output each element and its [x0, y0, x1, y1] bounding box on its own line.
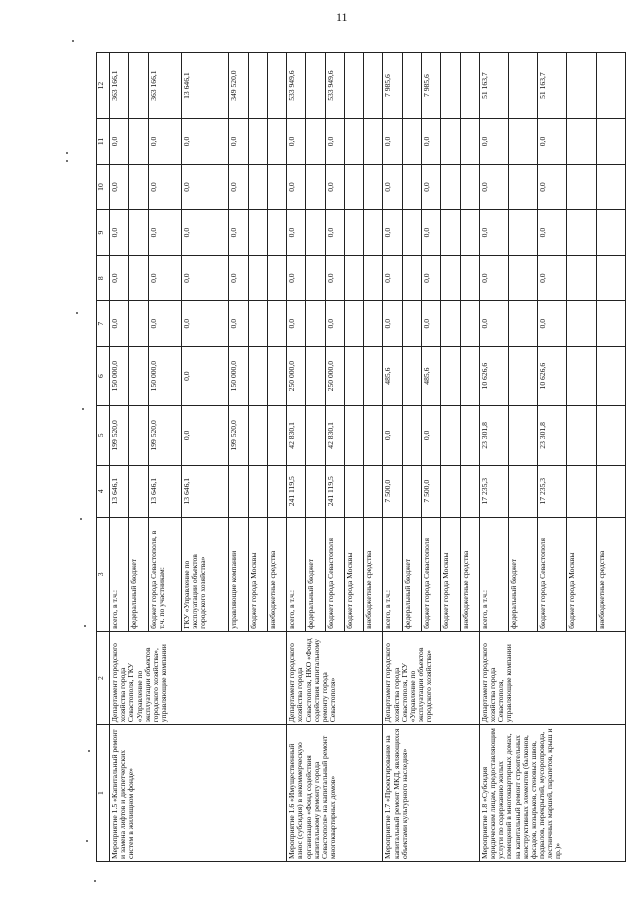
value-cell	[344, 53, 363, 119]
value-cell: 51 163,7	[479, 53, 508, 119]
value-cell: 0,0	[229, 164, 248, 210]
value-cell: 0,0	[287, 255, 306, 301]
value-cell: 0,0	[422, 406, 441, 465]
value-cell	[567, 255, 596, 301]
value-cell: 150 000,0	[110, 347, 129, 406]
value-cell: 199 520,0	[110, 406, 129, 465]
value-cell	[129, 210, 148, 256]
value-cell: 0,0	[422, 210, 441, 256]
value-cell	[509, 301, 538, 347]
header-cell: 6	[97, 347, 110, 406]
value-cell	[229, 465, 248, 517]
value-cell: 0,0	[325, 164, 344, 210]
value-cell: 7 500,0	[383, 465, 402, 517]
value-cell	[509, 164, 538, 210]
value-cell	[306, 406, 325, 465]
value-cell	[460, 53, 479, 119]
value-cell	[402, 164, 421, 210]
value-cell: 0,0	[383, 406, 402, 465]
rotated-table-wrapper	[96, 52, 626, 862]
source-cell: управляющие компании	[229, 517, 248, 631]
value-cell	[402, 119, 421, 165]
value-cell	[248, 164, 267, 210]
source-cell: бюджет города Москвы	[344, 517, 363, 631]
value-cell	[306, 210, 325, 256]
value-cell	[567, 406, 596, 465]
value-cell: 0,0	[287, 119, 306, 165]
value-cell	[402, 210, 421, 256]
value-cell	[344, 119, 363, 165]
value-cell: 0,0	[148, 164, 181, 210]
source-cell: бюджет города Москвы	[441, 517, 460, 631]
value-cell: 0,0	[325, 255, 344, 301]
value-cell: 0,0	[287, 301, 306, 347]
value-cell	[596, 164, 625, 210]
value-cell: 0,0	[148, 210, 181, 256]
value-cell: 241 119,5	[325, 465, 344, 517]
value-cell: 0,0	[538, 255, 567, 301]
value-cell	[596, 255, 625, 301]
table-row	[110, 53, 129, 862]
scan-speck	[66, 160, 68, 162]
source-cell: внебюджетные средства	[596, 517, 625, 631]
value-cell	[596, 119, 625, 165]
value-cell: 0,0	[110, 301, 129, 347]
value-cell: 0,0	[148, 255, 181, 301]
value-cell	[567, 210, 596, 256]
value-cell: 363 166,1	[148, 53, 181, 119]
value-cell	[306, 53, 325, 119]
scan-speck	[86, 840, 88, 842]
value-cell: 0,0	[383, 255, 402, 301]
table-row	[383, 53, 402, 862]
value-cell	[509, 119, 538, 165]
value-cell: 0,0	[148, 301, 181, 347]
value-cell	[509, 53, 538, 119]
value-cell: 241 119,5	[287, 465, 306, 517]
scan-speck	[66, 152, 68, 154]
value-cell: 0,0	[479, 255, 508, 301]
source-cell: бюджет города Севастополя	[422, 517, 441, 631]
scan-speck	[76, 312, 78, 314]
value-cell: 23 301,8	[538, 406, 567, 465]
value-cell	[509, 465, 538, 517]
value-cell: 0,0	[422, 301, 441, 347]
value-cell: 485,6	[422, 347, 441, 406]
value-cell: 250 000,0	[325, 347, 344, 406]
value-cell	[509, 210, 538, 256]
value-cell: 17 235,3	[479, 465, 508, 517]
value-cell: 485,6	[383, 347, 402, 406]
value-cell: 363 166,1	[110, 53, 129, 119]
value-cell	[306, 164, 325, 210]
value-cell: 0,0	[148, 119, 181, 165]
value-cell: 0,0	[181, 406, 228, 465]
value-cell	[567, 164, 596, 210]
page-number: 11	[336, 10, 348, 24]
value-cell	[267, 164, 286, 210]
source-cell: федеральный бюджет	[129, 517, 148, 631]
header-cell: 8	[97, 255, 110, 301]
value-cell	[402, 465, 421, 517]
value-cell	[344, 210, 363, 256]
value-cell	[364, 119, 383, 165]
value-cell	[441, 465, 460, 517]
value-cell: 0,0	[383, 119, 402, 165]
value-cell	[364, 210, 383, 256]
value-cell: 0,0	[229, 255, 248, 301]
value-cell: 0,0	[325, 119, 344, 165]
value-cell: 0,0	[229, 301, 248, 347]
measure-cell: Мероприятие 1.8 «Субсидия юридическим лицам, предоставляющим услуги по содержанию жилых помещений в многоквартирных домах, на капитальный ремонт строительных конструктивных элементов (балконов, фасадов, козырьков, стеновых швов, подвалов, перекрытий, мусоропровода, лестничных маршей, парапетов, крыш и пр.)»	[479, 725, 625, 862]
value-cell	[460, 347, 479, 406]
value-cell	[267, 119, 286, 165]
value-cell	[248, 465, 267, 517]
value-cell: 10 626,6	[538, 347, 567, 406]
value-cell	[402, 406, 421, 465]
value-cell	[129, 465, 148, 517]
value-cell	[567, 347, 596, 406]
scan-speck	[82, 408, 84, 410]
header-cell: 2	[97, 631, 110, 724]
value-cell: 0,0	[479, 210, 508, 256]
value-cell: 0,0	[181, 164, 228, 210]
value-cell: 42 830,1	[325, 406, 344, 465]
value-cell	[344, 164, 363, 210]
table-row	[479, 53, 508, 862]
value-cell	[402, 347, 421, 406]
value-cell: 533 949,6	[287, 53, 306, 119]
value-cell: 150 000,0	[229, 347, 248, 406]
header-cell: 1	[97, 725, 110, 862]
value-cell	[364, 347, 383, 406]
value-cell	[402, 301, 421, 347]
value-cell: 0,0	[479, 301, 508, 347]
measure-cell: Мероприятие 1.6 «Имущественный взнос (субсидия) в некоммерческую организацию «Фонд содействия капитальному ремонту города Севастополя» на капитальный ремонт многоквартирных домов»	[287, 725, 383, 862]
value-cell: 349 520,0	[229, 53, 248, 119]
value-cell: 0,0	[538, 119, 567, 165]
value-cell	[509, 347, 538, 406]
scan-speck	[84, 625, 86, 627]
value-cell	[441, 119, 460, 165]
source-cell: всего, в т.ч.:	[479, 517, 508, 631]
value-cell	[441, 406, 460, 465]
value-cell: 0,0	[479, 164, 508, 210]
value-cell	[129, 119, 148, 165]
value-cell	[344, 301, 363, 347]
header-cell: 11	[97, 119, 110, 165]
value-cell: 0,0	[181, 119, 228, 165]
value-cell	[129, 255, 148, 301]
value-cell: 0,0	[229, 119, 248, 165]
value-cell: 0,0	[383, 301, 402, 347]
value-cell	[306, 119, 325, 165]
value-cell	[306, 347, 325, 406]
value-cell: 0,0	[229, 210, 248, 256]
value-cell	[460, 255, 479, 301]
executor-cell: Департамент городского хозяйства города Севастополя, управляющие компании	[479, 631, 625, 724]
value-cell: 0,0	[538, 301, 567, 347]
value-cell: 199 520,0	[148, 406, 181, 465]
source-cell: всего, в т.ч.:	[287, 517, 306, 631]
value-cell	[306, 301, 325, 347]
header-cell: 4	[97, 465, 110, 517]
source-cell: федеральный бюджет	[306, 517, 325, 631]
value-cell	[596, 210, 625, 256]
value-cell	[596, 53, 625, 119]
value-cell: 0,0	[325, 210, 344, 256]
header-row	[97, 53, 110, 862]
value-cell	[248, 53, 267, 119]
value-cell: 0,0	[110, 255, 129, 301]
value-cell	[248, 119, 267, 165]
value-cell	[364, 301, 383, 347]
value-cell	[267, 210, 286, 256]
value-cell	[441, 301, 460, 347]
value-cell	[344, 406, 363, 465]
value-cell	[267, 347, 286, 406]
source-cell: бюджет города Москвы	[567, 517, 596, 631]
value-cell: 0,0	[538, 210, 567, 256]
value-cell	[267, 406, 286, 465]
header-cell: 9	[97, 210, 110, 256]
value-cell	[567, 119, 596, 165]
source-cell: федеральный бюджет	[509, 517, 538, 631]
value-cell	[596, 347, 625, 406]
value-cell: 0,0	[325, 301, 344, 347]
value-cell: 0,0	[181, 347, 228, 406]
value-cell: 0,0	[383, 210, 402, 256]
value-cell	[402, 53, 421, 119]
value-cell	[129, 406, 148, 465]
value-cell	[460, 406, 479, 465]
table-row	[287, 53, 306, 862]
value-cell	[344, 347, 363, 406]
value-cell: 0,0	[110, 210, 129, 256]
value-cell	[460, 164, 479, 210]
source-cell: внебюджетные средства	[460, 517, 479, 631]
value-cell	[441, 53, 460, 119]
source-cell: бюджет города Москвы	[248, 517, 267, 631]
scan-speck	[80, 518, 82, 520]
value-cell	[460, 301, 479, 347]
value-cell	[402, 255, 421, 301]
value-cell: 250 000,0	[287, 347, 306, 406]
source-cell: всего, в т.ч.:	[383, 517, 402, 631]
value-cell: 0,0	[110, 119, 129, 165]
value-cell: 17 235,3	[538, 465, 567, 517]
value-cell: 23 301,8	[479, 406, 508, 465]
value-cell	[460, 465, 479, 517]
value-cell	[344, 255, 363, 301]
value-cell	[364, 255, 383, 301]
scan-speck	[88, 750, 90, 752]
value-cell	[364, 164, 383, 210]
executor-cell: Департамент городского хозяйства города Севастополя, ГКУ «Управление по эксплуатации объектов городского хозяйства»	[383, 631, 479, 724]
value-cell	[460, 119, 479, 165]
source-cell: внебюджетные средства	[364, 517, 383, 631]
value-cell	[509, 406, 538, 465]
source-cell: внебюджетные средства	[267, 517, 286, 631]
value-cell: 7 500,0	[422, 465, 441, 517]
source-cell: бюджет города Севастополя	[538, 517, 567, 631]
value-cell	[267, 53, 286, 119]
value-cell: 0,0	[422, 255, 441, 301]
header-cell: 7	[97, 301, 110, 347]
budget-table	[96, 52, 626, 862]
value-cell: 13 646,1	[110, 465, 129, 517]
value-cell	[596, 406, 625, 465]
executor-cell: Департамент городского хозяйства города Севастополя, НКО «Фонд содействия капитальному ремонту города Севастополя»	[287, 631, 383, 724]
value-cell: 7 985,6	[383, 53, 402, 119]
value-cell	[364, 53, 383, 119]
value-cell	[129, 301, 148, 347]
value-cell	[306, 255, 325, 301]
value-cell: 0,0	[110, 164, 129, 210]
value-cell: 13 646,1	[181, 53, 228, 119]
value-cell	[596, 301, 625, 347]
value-cell: 0,0	[181, 255, 228, 301]
scan-speck	[72, 40, 74, 42]
measure-cell: Мероприятие 1.7 «Проектирование на капитальный ремонт МКД, являющихся объектами культурного наследия»	[383, 725, 479, 862]
value-cell: 199 520,0	[229, 406, 248, 465]
source-cell: федеральный бюджет	[402, 517, 421, 631]
value-cell	[129, 164, 148, 210]
value-cell: 51 163,7	[538, 53, 567, 119]
value-cell	[129, 347, 148, 406]
header-cell: 3	[97, 517, 110, 631]
value-cell: 150 000,0	[148, 347, 181, 406]
value-cell: 0,0	[181, 210, 228, 256]
value-cell: 0,0	[287, 164, 306, 210]
source-cell: бюджет города Севастополя	[325, 517, 344, 631]
value-cell	[248, 347, 267, 406]
value-cell	[364, 406, 383, 465]
value-cell: 0,0	[538, 164, 567, 210]
value-cell: 10 626,6	[479, 347, 508, 406]
executor-cell: Департамент городского хозяйства города Севастополя, ГКУ «Управление по эксплуатации объектов городского хозяйства», управляющие компании	[110, 631, 287, 724]
value-cell	[129, 53, 148, 119]
value-cell	[567, 301, 596, 347]
value-cell: 13 646,1	[148, 465, 181, 517]
value-cell	[460, 210, 479, 256]
value-cell: 533 949,6	[325, 53, 344, 119]
value-cell: 0,0	[422, 119, 441, 165]
header-cell: 12	[97, 53, 110, 119]
source-cell: всего, в т.ч.:	[110, 517, 129, 631]
value-cell	[567, 465, 596, 517]
value-cell	[364, 465, 383, 517]
value-cell	[248, 301, 267, 347]
value-cell: 0,0	[422, 164, 441, 210]
scan-speck	[94, 880, 96, 882]
value-cell: 0,0	[479, 119, 508, 165]
value-cell	[509, 255, 538, 301]
value-cell	[267, 465, 286, 517]
value-cell	[441, 210, 460, 256]
value-cell	[441, 255, 460, 301]
value-cell: 13 646,1	[181, 465, 228, 517]
value-cell	[441, 164, 460, 210]
value-cell	[248, 255, 267, 301]
source-cell: бюджет города Севастополя, в т.ч. по участникам:	[148, 517, 181, 631]
value-cell	[306, 465, 325, 517]
value-cell	[267, 301, 286, 347]
value-cell: 42 830,1	[287, 406, 306, 465]
value-cell	[596, 465, 625, 517]
header-cell: 10	[97, 164, 110, 210]
value-cell	[567, 53, 596, 119]
value-cell: 0,0	[181, 301, 228, 347]
value-cell: 0,0	[287, 210, 306, 256]
value-cell: 0,0	[383, 164, 402, 210]
value-cell	[441, 347, 460, 406]
value-cell	[248, 406, 267, 465]
value-cell	[344, 465, 363, 517]
value-cell: 7 985,6	[422, 53, 441, 119]
value-cell	[267, 255, 286, 301]
source-cell: ГКУ «Управление по эксплуатации объектов городского хозяйства»	[181, 517, 228, 631]
measure-cell: Мероприятие 1.5 «Капитальный ремонт и замена лифтов и диспетчерских систем в жилищном фонде»	[110, 725, 287, 862]
header-cell: 5	[97, 406, 110, 465]
value-cell	[248, 210, 267, 256]
